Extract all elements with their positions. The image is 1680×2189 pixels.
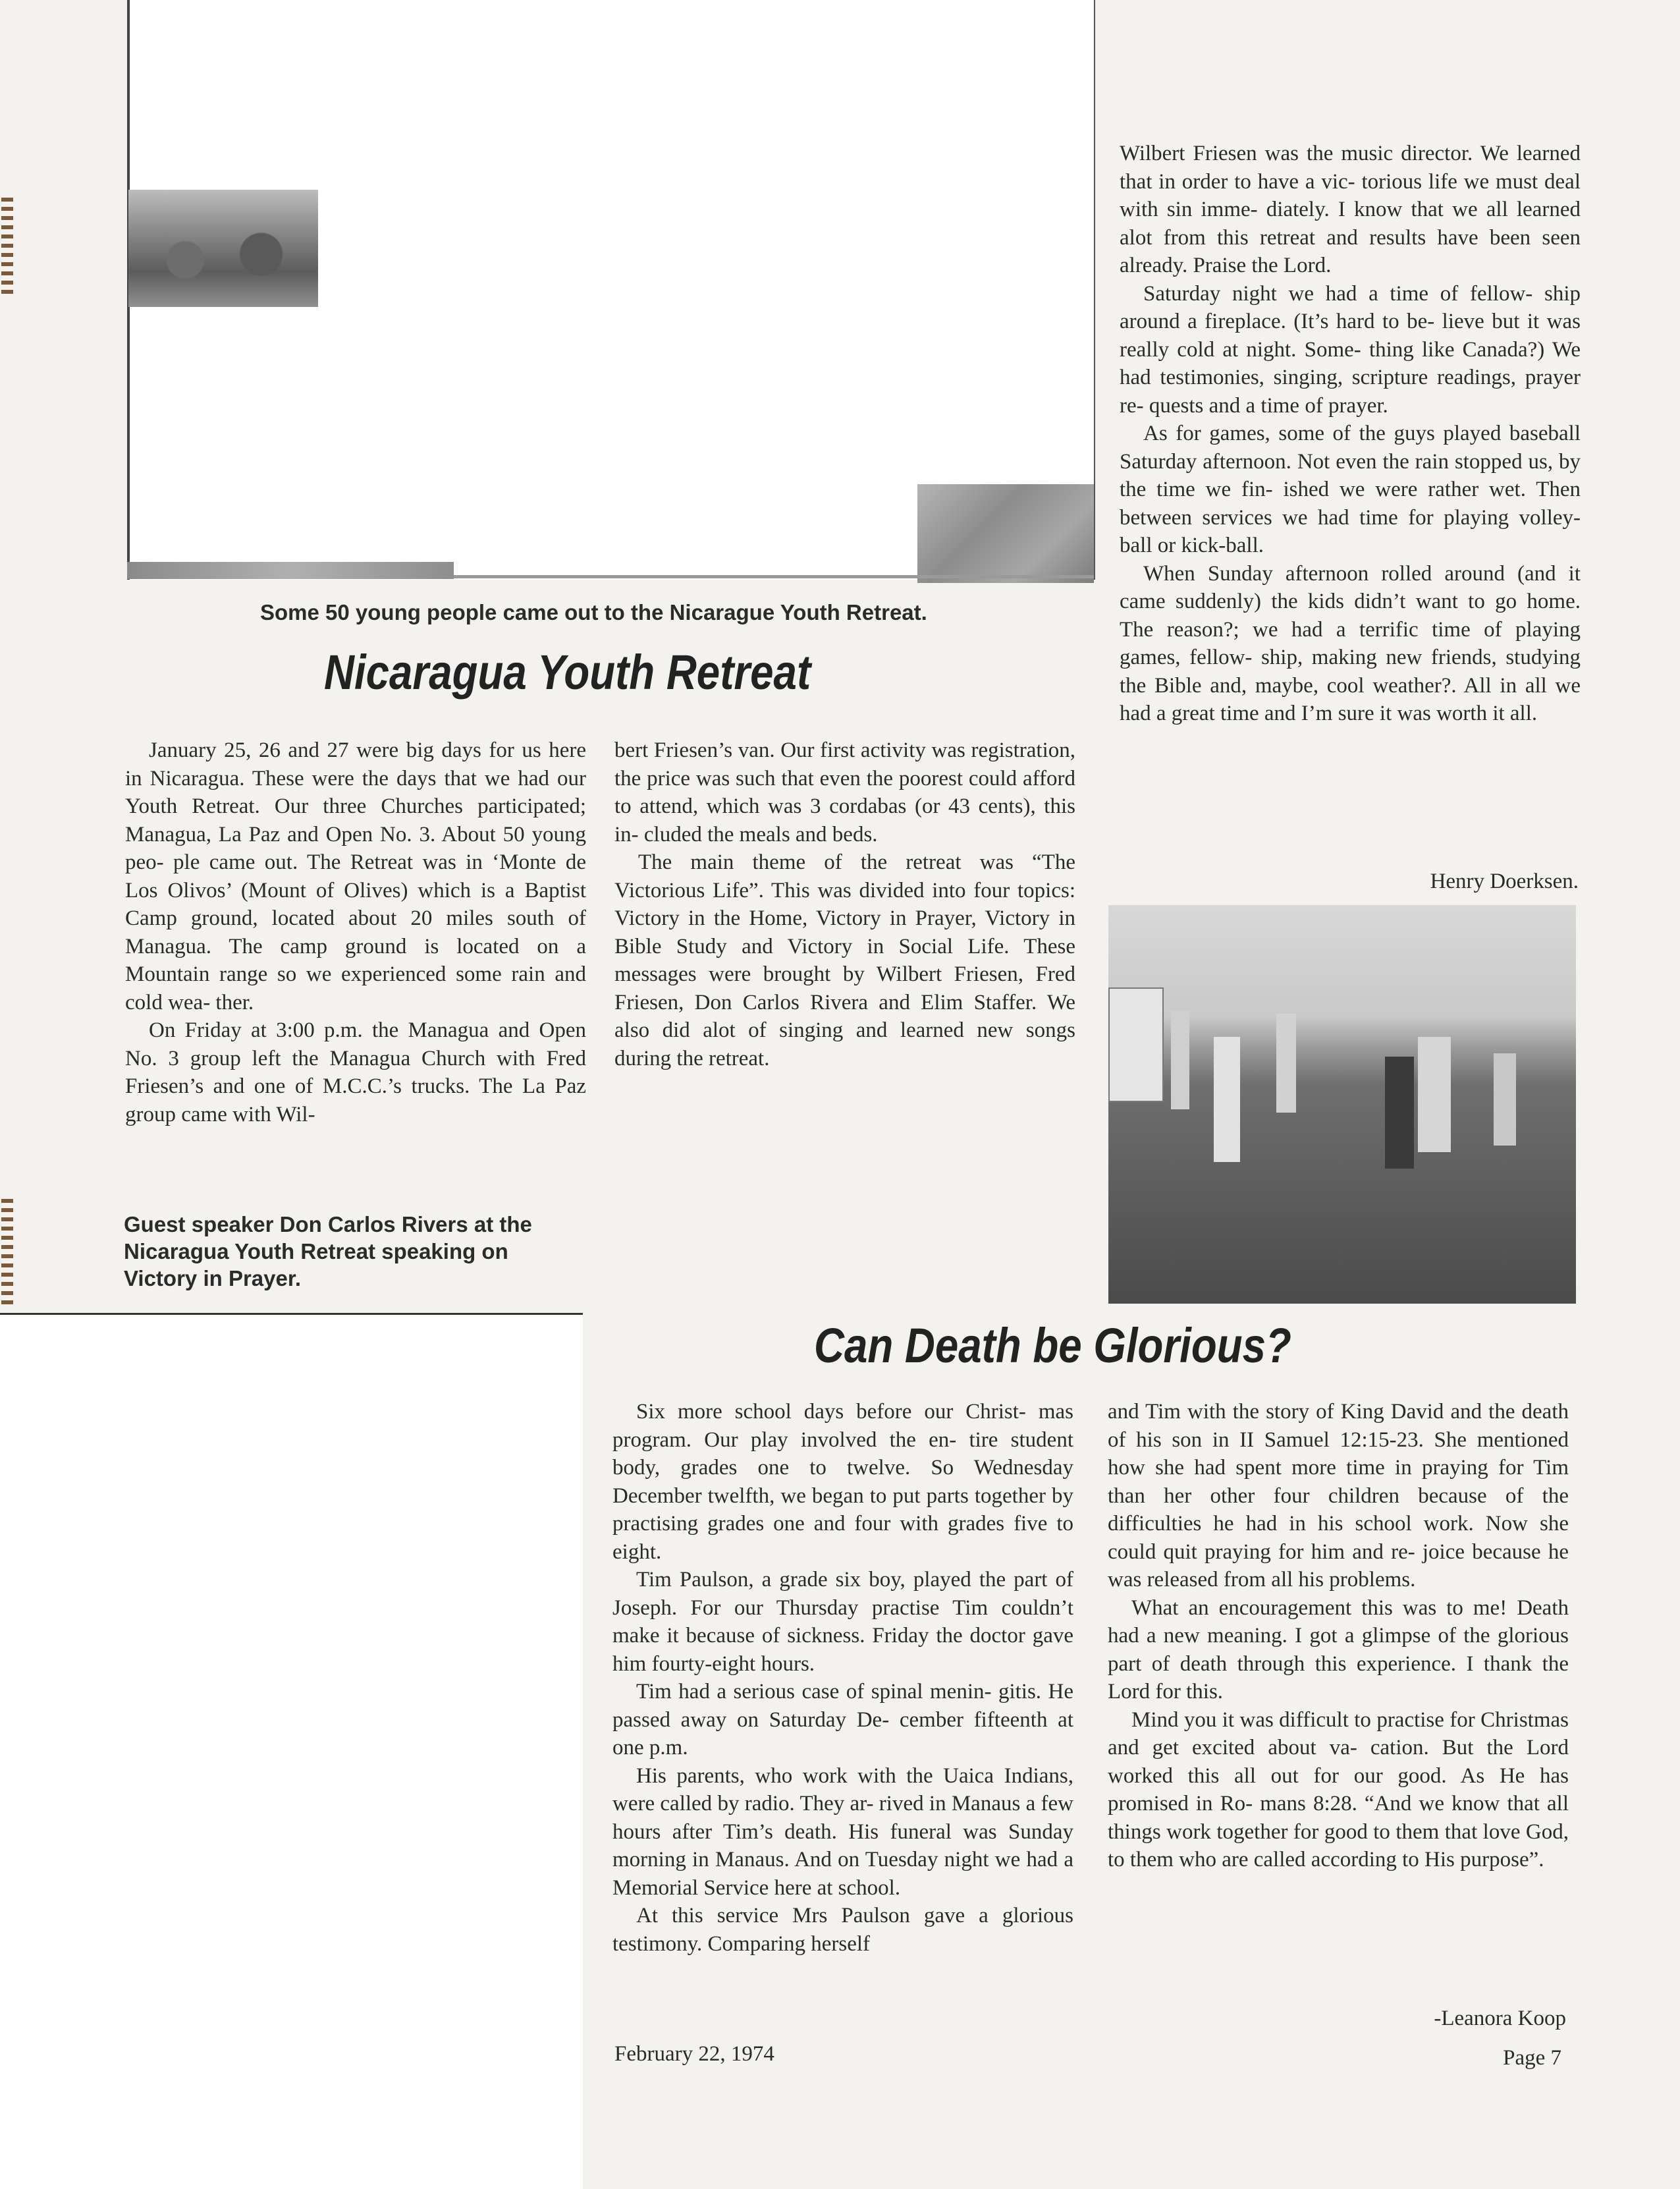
games-photo-person <box>1494 1053 1516 1146</box>
death-paragraph: Mind you it was difficult to practise for Christmas and get excited about va- cation. But the Lord worked this all out for our good. As He has promised in Ro- mans 8:28. “And we know that all things work together for good to them that love God, to them who are called according to His purpose”. <box>1108 1707 1569 1871</box>
top-photo-bottom-line <box>454 575 1094 578</box>
retreat-paragraph: Saturday night we had a time of fellow- ship around a fireplace. (It’s hard to be- lieve but it was really cold at night. Some- thing like Canada?) We had testimonies, singing, scripture readings, prayer re- quests and a time of prayer. <box>1120 281 1581 418</box>
games-photo-person <box>1214 1037 1240 1162</box>
death-author: -Leanora Koop <box>1434 2007 1566 2030</box>
games-photo-person <box>1385 1057 1414 1169</box>
binding-mark-bottom <box>1 1199 13 1304</box>
top-photo <box>127 0 1094 580</box>
retreat-paragraph: January 25, 26 and 27 were big days for us here in Nicaragua. These were the days that we had our Youth Retreat. Our three Churches participated; Managua, La Paz and Open No. 3. About 50 young peo- ple came out. The Retreat was in ‘Monte de Los Olivos’ (Mount of Olives) which is a Baptist Camp ground, located about 20 miles south of Managua. The camp ground is located on a Mountain range so we experienced some rain and cold wea- ther. <box>125 738 586 1014</box>
death-headline: Can Death be Glorious? <box>814 1318 1291 1373</box>
death-paragraph: His parents, who work with the Uaica Indians, were called by radio. They ar- rived in Manaus a few hours after Tim’s death. His funeral was Sunday morning in Manaus. And on Tuesday night we had a Memorial Service here at school. <box>612 1763 1073 1900</box>
death-paragraph: Tim had a serious case of spinal menin- gitis. He passed away on Saturday De- cember fifteenth at one p.m. <box>612 1680 1073 1760</box>
retreat-headline: Nicaragua Youth Retreat <box>324 645 811 700</box>
retreat-paragraph: Wilbert Friesen was the music director. We learned that in order to have a vic- torious life we must deal with sin imme- diately. I know that we all learned alot from this retreat and results have been seen already. Praise the Lord. <box>1120 142 1581 277</box>
retreat-paragraph: On Friday at 3:00 p.m. the Managua and Open No. 3 group left the Managua Church with Fred Friesen’s and one of M.C.C.’s trucks. The La Paz group came with Wil- <box>125 1018 586 1126</box>
retreat-column-3 <box>1120 140 1581 728</box>
binding-mark-top <box>1 198 13 296</box>
top-photo-grass-right <box>917 484 1094 583</box>
retreat-author: Henry Doerksen. <box>1430 870 1579 893</box>
retreat-column-1 <box>125 736 586 1128</box>
retreat-paragraph: bert Friesen’s van. Our first activity was registration, the price was such that even the poorest could afford to attend, which was 3 cordabas (or 43 cents), this in- cluded the meals and beds. <box>614 738 1075 846</box>
games-photo-person <box>1171 1011 1189 1109</box>
top-photo-bottom-strip <box>127 562 454 579</box>
top-photo-caption: Some 50 young people came out to the Nicarague Youth Retreat. <box>260 600 927 624</box>
death-paragraph: Six more school days before our Christ- mas program. Our play involved the en- tire student body, grades one to twelve. So Wednesday December twelfth, we began to put parts together by practising grades one and four with grades five to eight. <box>612 1400 1073 1564</box>
death-paragraph: At this service Mrs Paulson gave a glorious testimony. Comparing herself <box>612 1904 1073 1956</box>
retreat-paragraph: As for games, some of the guys played baseball Saturday afternoon. Not even the rain stopped us, by the time we fin- ished we were rather wet. Then between services we had time for playing volley- ball or kick-ball. <box>1120 422 1581 557</box>
games-photo-person <box>1276 1014 1296 1113</box>
death-paragraph: Tim Paulson, a grade six boy, played the part of Joseph. For our Thursday practise Tim couldn’t make it because of sickness. Friday the doctor gave him fourty-eight hours. <box>612 1568 1073 1676</box>
games-photo <box>1108 905 1576 1304</box>
death-paragraph: What an encouragement this was to me! Death had a new meaning. I got a glimpse of the glorious part of death through this experience. I thank the Lord for this. <box>1108 1595 1569 1704</box>
blank-area <box>0 1313 583 2189</box>
death-paragraph: and Tim with the story of King David and the death of his son in II Samuel 12:15-23. She mentioned how she had spent more time in praying for Tim than her other four children because of the difficulties he had in his school work. Now she could quit praying for him and re- joice because he was released from all his problems. <box>1108 1400 1569 1592</box>
retreat-paragraph: The main theme of the retreat was “The Victorious Life”. This was divided into four topics: Victory in the Home, Victory in Prayer, Victory in Bible Study and Victory in Social Life. These messages were brought by Wilbert Friesen, Fred Friesen, Don Carlos Rivera and Elim Staffer. We also did alot of singing and learned new songs during the retreat. <box>614 850 1075 1070</box>
retreat-column-2 <box>614 736 1075 1072</box>
games-photo-person <box>1418 1037 1451 1152</box>
blank-area-rule <box>0 1313 583 1315</box>
speaker-caption: Guest speaker Don Carlos Rivers at the Nicaragua Youth Retreat speaking on Victory in Prayer. <box>124 1212 532 1290</box>
games-photo-van <box>1108 987 1164 1102</box>
footer-page-number: Page 7 <box>1503 2046 1561 2070</box>
death-column-2 <box>1108 1398 1569 1874</box>
footer-date: February 22, 1974 <box>614 2042 774 2066</box>
column-rule <box>1094 0 1095 580</box>
top-photo-trees <box>128 190 318 307</box>
retreat-paragraph: When Sunday afternoon rolled around (and it came suddenly) the kids didn’t want to go home. The reason?; we had a terrific time of playing games, fellow- ship, making new friends, studying the Bible and, maybe, cool weather?. All in all we had a great time and I’m sure it was worth it all. <box>1120 561 1581 725</box>
death-column-1 <box>612 1398 1073 1958</box>
